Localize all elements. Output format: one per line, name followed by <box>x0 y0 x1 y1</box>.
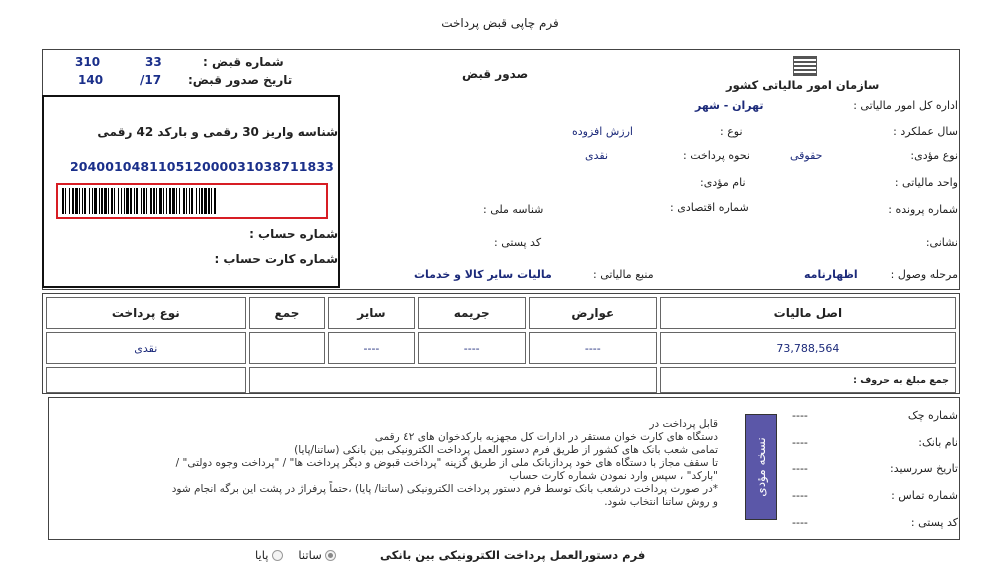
type-value: ارزش افزوده <box>572 125 633 138</box>
instruction-line: تمامی شعب بانک های کشور از طریق فرم دستور العمل پرداخت الکترونیکی بین بانکی (ساتنا/پایا) <box>294 444 718 456</box>
issue-date-part-b: 140 <box>78 73 104 87</box>
file-number-label: شماره پرونده : <box>888 203 958 216</box>
bank-name-value: ---- <box>792 436 808 449</box>
header-cell: جریمه <box>418 297 526 329</box>
office-value: تهران - شهر <box>695 99 764 112</box>
receipt-number-part-a: 33 <box>145 55 162 69</box>
due-date-value: ---- <box>792 462 808 475</box>
type-label: نوع : <box>720 125 743 138</box>
value-cell-duties: ---- <box>529 332 657 364</box>
page-title: فرم چاپی قبض پرداخت <box>441 16 559 30</box>
copy-badge-label: نسخه مؤدی <box>754 437 768 497</box>
amount-in-words-value <box>249 367 657 393</box>
header-cell: عوارض <box>529 297 657 329</box>
issue-date-part-a: /17 <box>140 73 162 87</box>
payment-instructions <box>56 418 718 509</box>
header-cell: جمع <box>249 297 326 329</box>
address-label: نشانی: <box>925 236 958 249</box>
satna-radio[interactable] <box>325 550 336 561</box>
office-label: اداره کل امور مالیاتی : <box>853 99 958 112</box>
receipt-number-label: شماره قبض : <box>203 55 284 69</box>
paya-option-label: پایا <box>255 548 269 562</box>
card-number-label: شماره کارت حساب : <box>214 252 338 266</box>
barcode <box>56 183 328 219</box>
value-cell-payment-type: نقدی <box>46 332 246 364</box>
instruction-line: قابل پرداخت در <box>649 418 718 430</box>
instruction-line: تا سقف مجاز با دستگاه های خود پردازبانک ملی از طریق گزینه "پرداخت قبوض و دیگر پرداخت ها" / "پرداخت وجوه دولتی" / <box>175 457 718 469</box>
paya-radio[interactable] <box>272 550 283 561</box>
electronic-transfer-form-label: فرم دستورالعمل پرداخت الکترونیکی بین بانکی <box>380 548 646 562</box>
amounts-table <box>42 293 960 394</box>
account-number-label: شماره حساب : <box>249 227 338 241</box>
instruction-line: دستگاه های کارت خوان مستقر در ادارات کل مجهزبه بارکدخوان های ٤٢ رقمی <box>374 431 718 443</box>
postal-code-value-bank: ---- <box>792 516 808 529</box>
taxpayer-type-label: نوع مؤدی: <box>910 149 958 162</box>
fiscal-year-label: سال عملکرد : <box>893 125 958 138</box>
header-cell: اصل مالیات <box>660 297 956 329</box>
receipt-number-part-b: 310 <box>75 55 101 69</box>
check-number-label: شماره چک <box>907 409 958 422</box>
national-id-label: شناسه ملی : <box>483 203 544 216</box>
due-date-label: تاریخ سررسید: <box>890 462 958 475</box>
payment-id-heading: شناسه واریز 30 رقمی و بارکد 42 رقمی <box>97 125 338 139</box>
contact-number-value: ---- <box>792 489 808 502</box>
header-cell: نوع پرداخت <box>46 297 246 329</box>
header-cell: سایر <box>328 297 414 329</box>
instruction-line: *در صورت پرداخت درشعب بانک توسط فرم دستور پرداخت الکترونیکی (ساتنا/ پایا) ،حتماً پرفراژ در پشت این برگه انجام شود <box>171 483 718 495</box>
taxpayer-copy-badge <box>745 414 777 520</box>
check-number-value: ---- <box>792 409 808 422</box>
postal-code-label-bank: کد پستی : <box>910 516 958 529</box>
instruction-line: و روش ساتنا انتخاب شود. <box>604 496 718 508</box>
tax-source-value: مالیات سایر کالا و خدمات <box>414 268 552 281</box>
tax-source-label: منبع مالیاتی : <box>593 268 654 281</box>
contact-number-label: شماره تماس : <box>891 489 958 502</box>
value-cell-other: ---- <box>328 332 414 364</box>
value-cell-penalty: ---- <box>418 332 526 364</box>
value-cell-principal-tax: 73,788,564 <box>660 332 956 364</box>
barcode-bars <box>62 188 322 214</box>
economic-code-label: شماره اقتصادی : <box>670 201 749 214</box>
organization-name: سازمان امور مالیاتی کشور <box>726 78 880 92</box>
postal-code-label: کد پستی : <box>494 236 542 249</box>
amount-in-words-label: جمع مبلغ به حروف : <box>660 367 956 393</box>
receipt-issue-heading: صدور قبض <box>462 67 529 81</box>
amount-in-words-spare <box>46 367 246 393</box>
value-cell-total <box>249 332 326 364</box>
taxpayer-type-value: حقوقی <box>790 149 823 162</box>
tax-organization-logo <box>793 56 817 76</box>
payment-id-box <box>42 95 340 288</box>
collection-stage-value: اظهارنامه <box>804 268 858 281</box>
payment-id-code: 204001048110512000031038711833 <box>70 159 334 174</box>
collection-stage-label: مرحله وصول : <box>890 268 958 281</box>
transfer-method-options <box>255 548 336 562</box>
barcode-bar <box>216 188 217 214</box>
satna-option-label: ساتنا <box>298 548 322 562</box>
payment-method-label: نحوه پرداخت : <box>683 149 750 162</box>
bank-name-label: نام بانک: <box>918 436 958 449</box>
taxpayer-name-label: نام مؤدی: <box>700 176 746 189</box>
instruction-line: "بارکد" ، سپس وارد نمودن شماره کارت حساب <box>509 470 718 482</box>
issue-date-label: تاریخ صدور قبض: <box>188 73 293 87</box>
tax-unit-label: واحد مالیاتی : <box>894 176 958 189</box>
payment-method-value: نقدی <box>585 149 609 162</box>
